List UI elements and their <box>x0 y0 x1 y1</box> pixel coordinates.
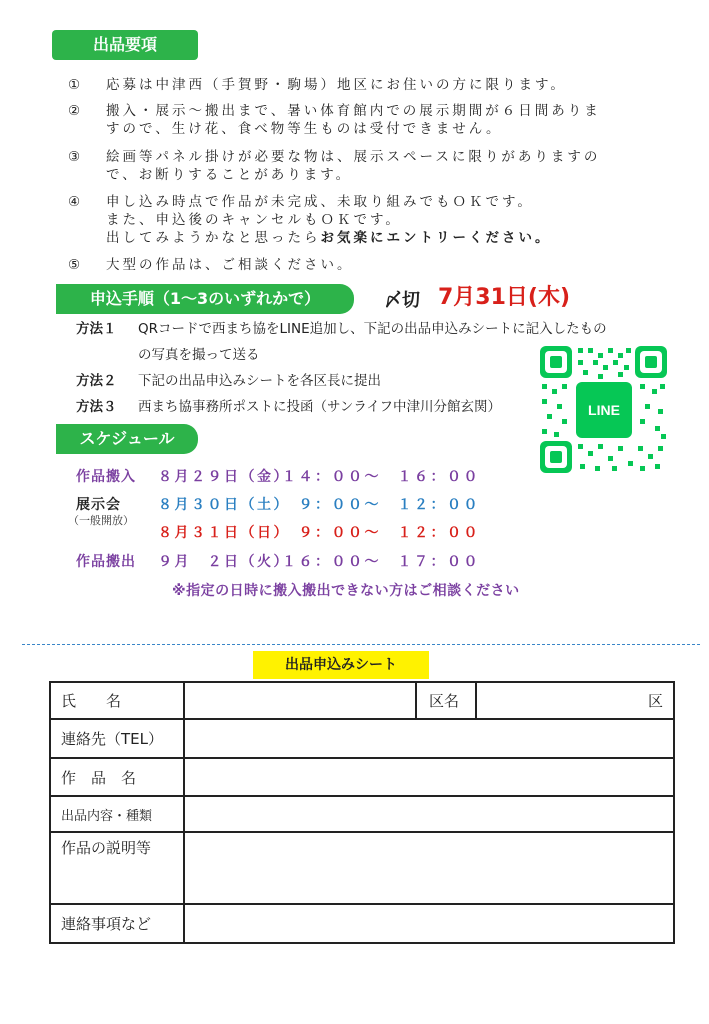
item-number: ⑤ <box>68 257 84 273</box>
schedule-label-carry-in: 作品搬入 <box>76 469 136 485</box>
method-text: QRコードで西まち協をLINE追加し、下記の出品申込みシートに記入したもの <box>138 321 607 337</box>
schedule-time: １４：００～ １６：００ <box>282 469 480 485</box>
item-number: ③ <box>68 149 84 165</box>
district-suffix: 区 <box>647 692 663 710</box>
name-field[interactable] <box>184 682 416 719</box>
method-label: 方法３ <box>76 399 117 415</box>
notes-field[interactable] <box>184 904 674 943</box>
sheet-title: 出品申込みシート <box>253 651 429 679</box>
description-field[interactable] <box>184 832 674 904</box>
contact-label: 連絡先（TEL） <box>50 719 184 758</box>
item-text: 出してみようかなと思ったら <box>106 230 321 246</box>
schedule-note: ※指定の日時に搬入搬出できない方はご相談ください <box>172 583 520 599</box>
name-label: 氏 名 <box>50 682 184 719</box>
method-text: の写真を撮って送る <box>138 347 260 363</box>
schedule-date: ８月３１日（日） <box>158 525 290 541</box>
item-number: ④ <box>68 194 84 210</box>
schedule-label-exhibition: 展示会 <box>76 497 121 513</box>
qr-code-icon <box>540 346 667 473</box>
item-text: 応募は中津西（手賀野・駒場）地区にお住いの方に限ります。 <box>106 77 567 93</box>
work-title-label: 作 品 名 <box>50 758 184 796</box>
schedule-sublabel: （一般開放） <box>68 514 134 527</box>
contact-field[interactable] <box>184 719 674 758</box>
item-number: ① <box>68 77 84 93</box>
schedule-label-carry-out: 作品搬出 <box>76 554 136 570</box>
notes-label: 連絡事項など <box>50 904 184 943</box>
schedule-time: １６：００～ １７：００ <box>282 554 480 570</box>
item-text-emphasis: お気楽にエントリーください。 <box>320 230 552 246</box>
content-type-field[interactable] <box>184 796 674 832</box>
requirements-heading: 出品要項 <box>52 30 198 60</box>
method-text: 下記の出品申込みシートを各区長に提出 <box>138 373 381 389</box>
schedule-date: ８月３０日（土） <box>158 497 290 513</box>
deadline-date: 7月31日(木) <box>438 285 571 310</box>
schedule-time: ９：００～ １２：００ <box>282 525 480 541</box>
work-title-field[interactable] <box>184 758 674 796</box>
district-label: 区名 <box>416 682 476 719</box>
schedule-heading: スケジュール <box>56 424 198 454</box>
method-label: 方法１ <box>76 321 117 337</box>
qr-line-label: LINE <box>588 402 620 418</box>
item-text: 搬入・展示～搬出まで、暑い体育館内での展示期間が６日間ありま <box>106 103 601 119</box>
item-text: すので、生け花、食べ物等生ものは受付できません。 <box>106 121 503 137</box>
method-text: 西まち協事務所ポストに投函（サンライフ中津川分館玄関） <box>138 399 502 415</box>
schedule-date: ９月 ２日（火） <box>158 554 290 570</box>
line-qr-code[interactable] <box>540 346 667 473</box>
description-label: 作品の説明等 <box>50 832 184 904</box>
item-text: また、申込後のキャンセルもＯＫです。 <box>106 212 402 228</box>
method-label: 方法２ <box>76 373 117 389</box>
item-text: で、お断りすることがあります。 <box>106 167 353 183</box>
content-type-label: 出品内容・種類 <box>50 796 184 832</box>
deadline-label: 〆切 <box>384 290 420 311</box>
application-sheet <box>49 681 675 944</box>
district-field[interactable] <box>476 682 674 719</box>
schedule-time: ９：００～ １２：００ <box>282 497 480 513</box>
cut-line <box>22 644 700 645</box>
item-text: 大型の作品は、ご相談ください。 <box>106 257 354 273</box>
item-number: ② <box>68 103 84 119</box>
item-text: 申し込み時点で作品が未完成、未取り組みでもＯＫです。 <box>106 194 534 210</box>
item-text: 絵画等パネル掛けが必要な物は、展示スペースに限りがありますの <box>106 149 601 165</box>
application-heading: 申込手順（1～3のいずれかで） <box>56 284 354 314</box>
schedule-date: ８月２９日（金） <box>158 469 290 485</box>
